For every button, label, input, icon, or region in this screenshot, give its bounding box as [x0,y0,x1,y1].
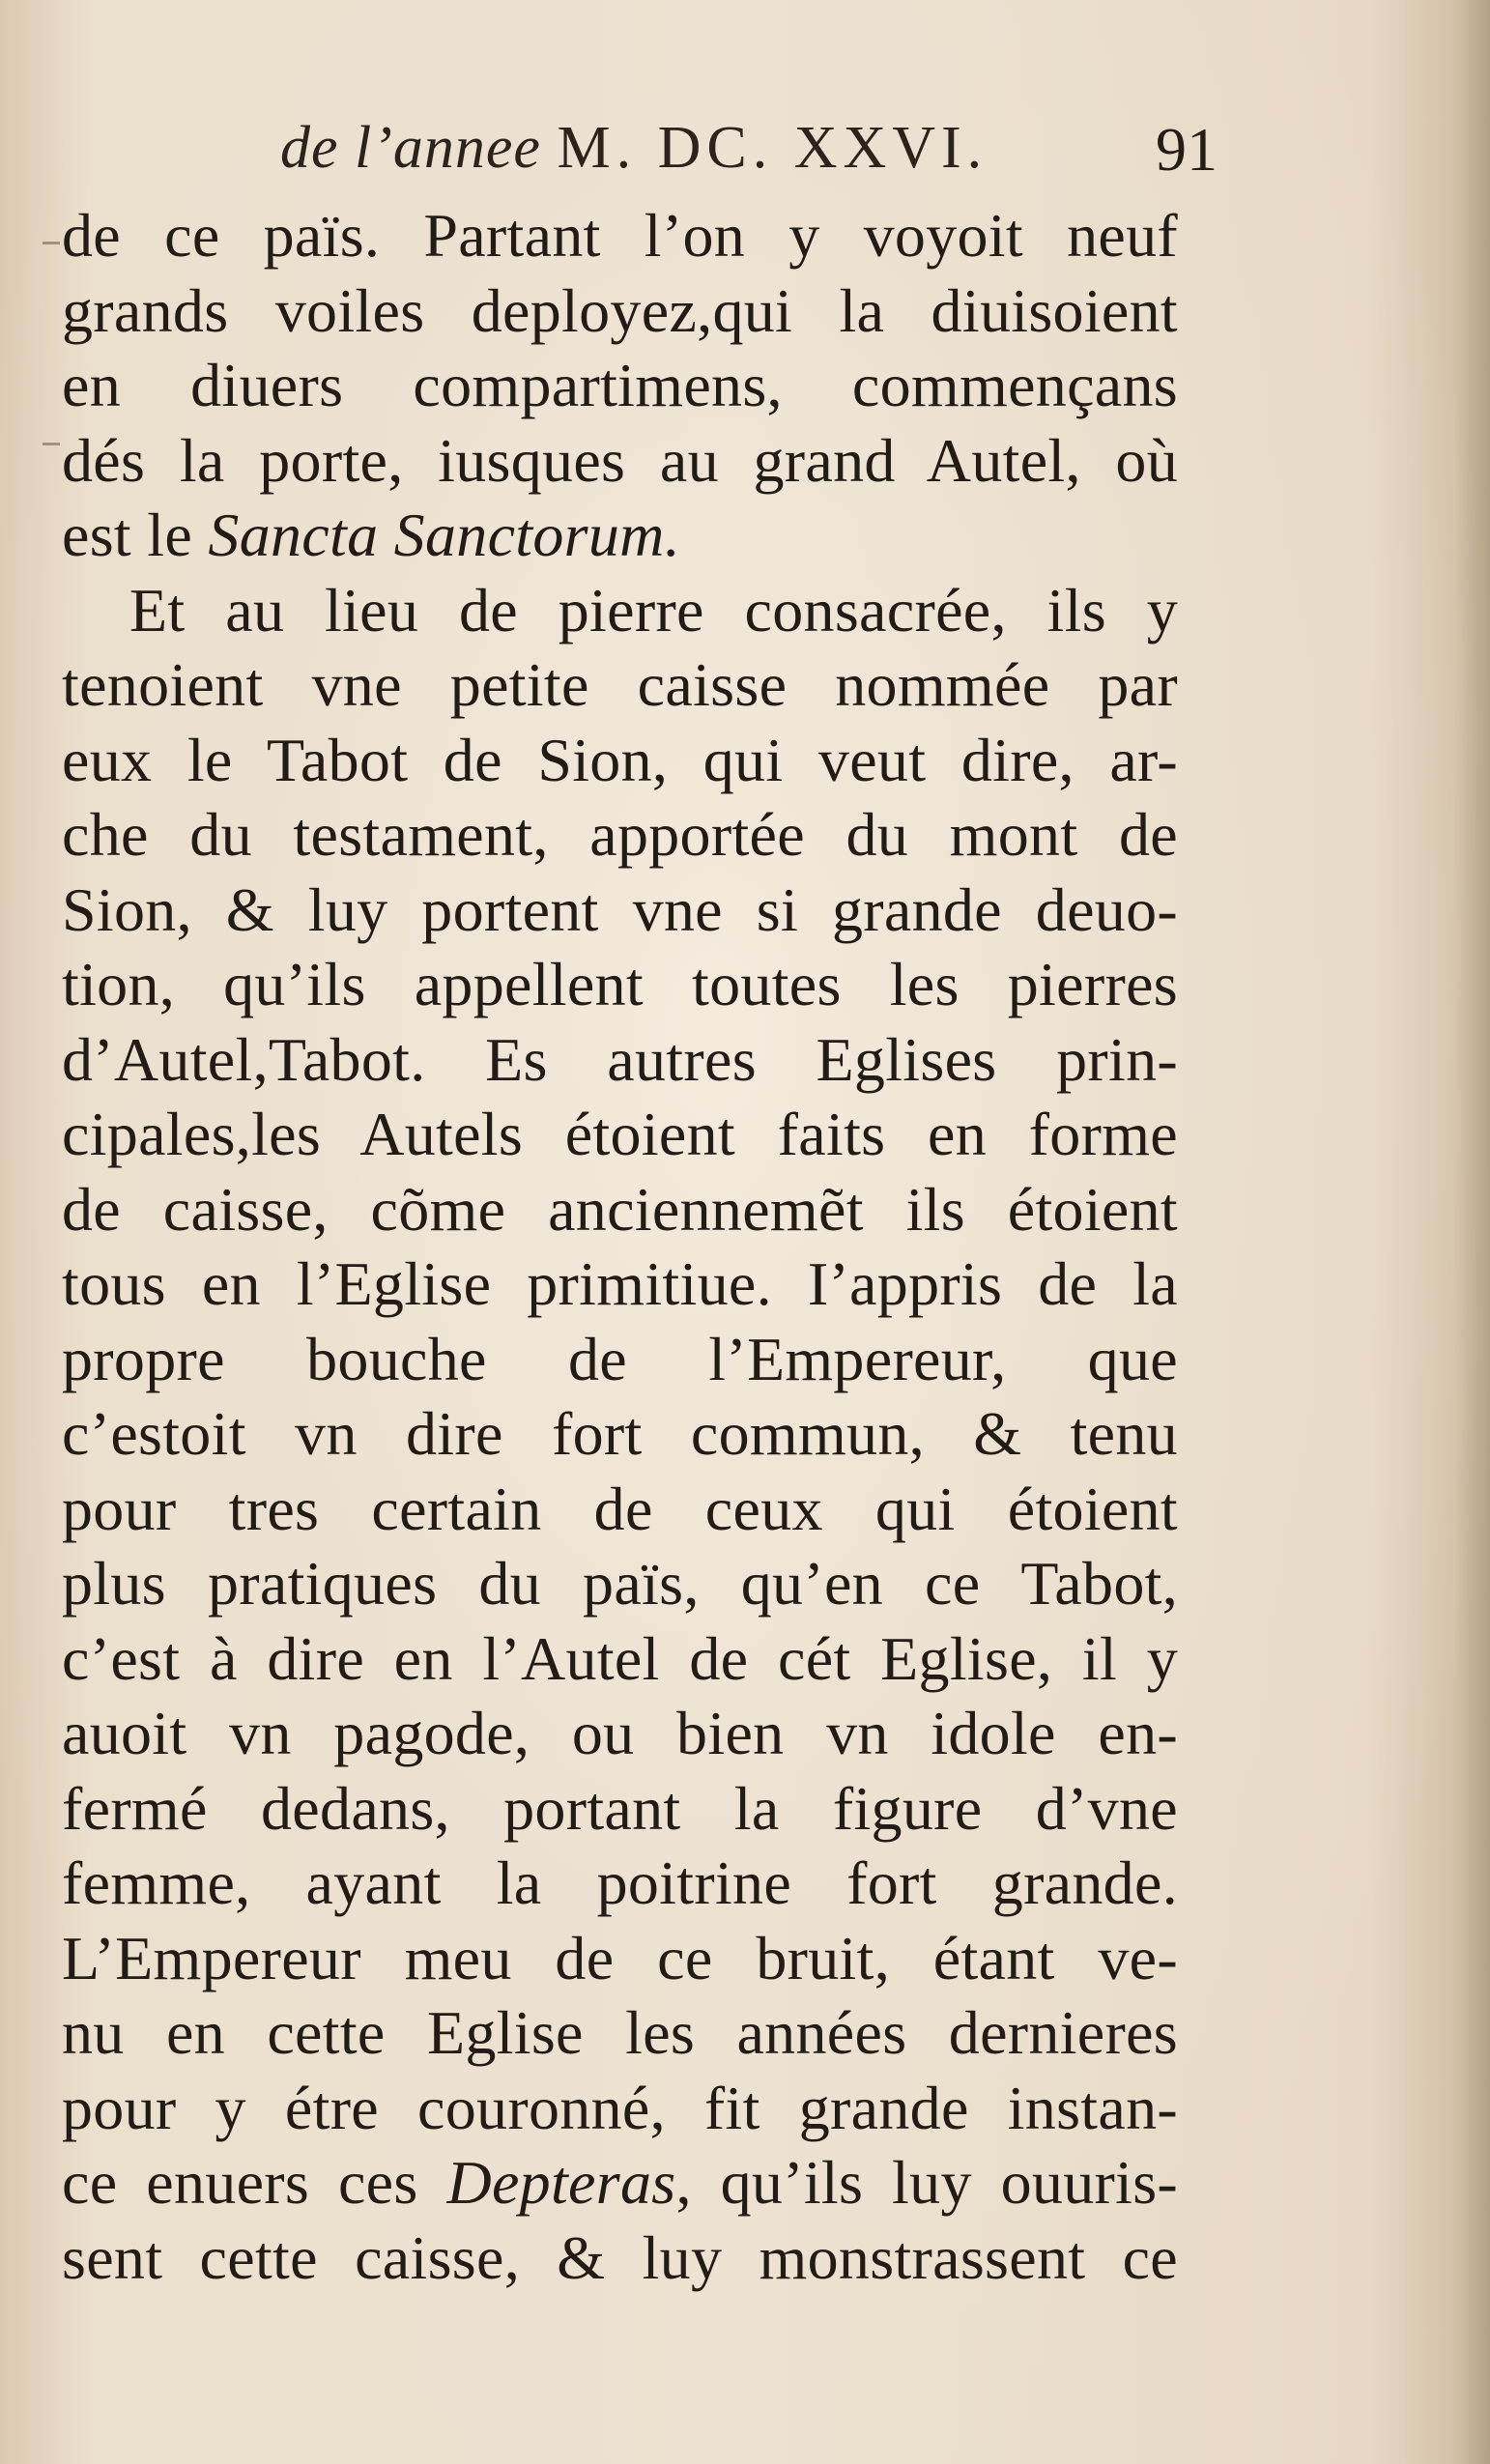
running-head-title-text: de l’annee [280,115,541,181]
text-line: plus pratiques du païs, qu’en ce Tabot, [62,1549,1178,1618]
text-line: grands voiles deployez,qui la diuisoient [62,275,1178,345]
text-line: dés la porte, iusques au grand Autel, où [62,425,1178,495]
page-edge-shadow [1453,0,1490,2464]
text-line: femme, ayant la poitrine fort grande. [62,1848,1178,1917]
text-line: c’est à dire en l’Autel de cét Eglise, il y [62,1623,1178,1693]
running-head [280,114,1218,201]
text-line: auoit vn pagode, ou bien vn idole en- [62,1699,1178,1767]
text-line: de caisse, cõme anciennemẽt ils étoient [62,1174,1178,1244]
text-line: che du testament, apportée du mont de [62,800,1178,869]
text-line: eux le Tabot de Sion, qui veut dire, ar- [62,725,1178,794]
text-line: pour tres certain de ceux qui étoient [62,1474,1178,1543]
text-line: L’Empereur meu de ce bruit, étant ve- [62,1923,1178,1992]
text-line: est le Sancta Sanctorum. [62,501,680,569]
text-line: d’Autel,Tabot. Es autres Eglises prin- [62,1024,1178,1094]
text-line: de ce païs. Partant l’on y voyoit neuf [62,201,1178,270]
margin-mark [43,242,60,244]
margin-mark [43,443,60,445]
italic-word: Depteras [446,2148,676,2217]
body-text [62,198,1178,2295]
text-line: tous en l’Eglise primitiue. I’appris de la [62,1249,1178,1318]
text-line: sent cette caisse, & luy monstrassent ce [62,2222,1178,2292]
text-line: fermé dedans, portant la figure d’vne [62,1773,1178,1843]
text-line: pour y étre couronné, fit grande instan- [62,2073,1178,2142]
italic-phrase: Sancta Sanctorum. [208,501,680,569]
text-line: Sion, & luy portent vne si grande deuo- [62,874,1178,944]
text-line: en diuers compartimens, commençans [62,351,1178,419]
text-line: ce enuers ces Depteras, qu’ils luy ouuris- [62,2148,1179,2217]
text-line: propre bouche de l’Empereur, que [62,1324,1178,1393]
running-head-year: M. DC. XXVI. [557,115,989,181]
text-line: cipales,les Autels étoient faits en forme [62,1100,1178,1168]
page-number: 91 [1156,115,1218,184]
text-line: nu en cette Eglise les années dernieres [62,1998,1178,2067]
text-line: Et au lieu de pierre consacrée, ils y [129,575,1178,645]
text-line: tion, qu’ils appellent toutes les pierres [62,950,1178,1018]
text-line: c’estoit vn dire fort commun, & tenu [62,1399,1178,1468]
text-line: tenoient vne petite caisse nommée par [62,650,1178,719]
running-head-title [280,114,988,183]
